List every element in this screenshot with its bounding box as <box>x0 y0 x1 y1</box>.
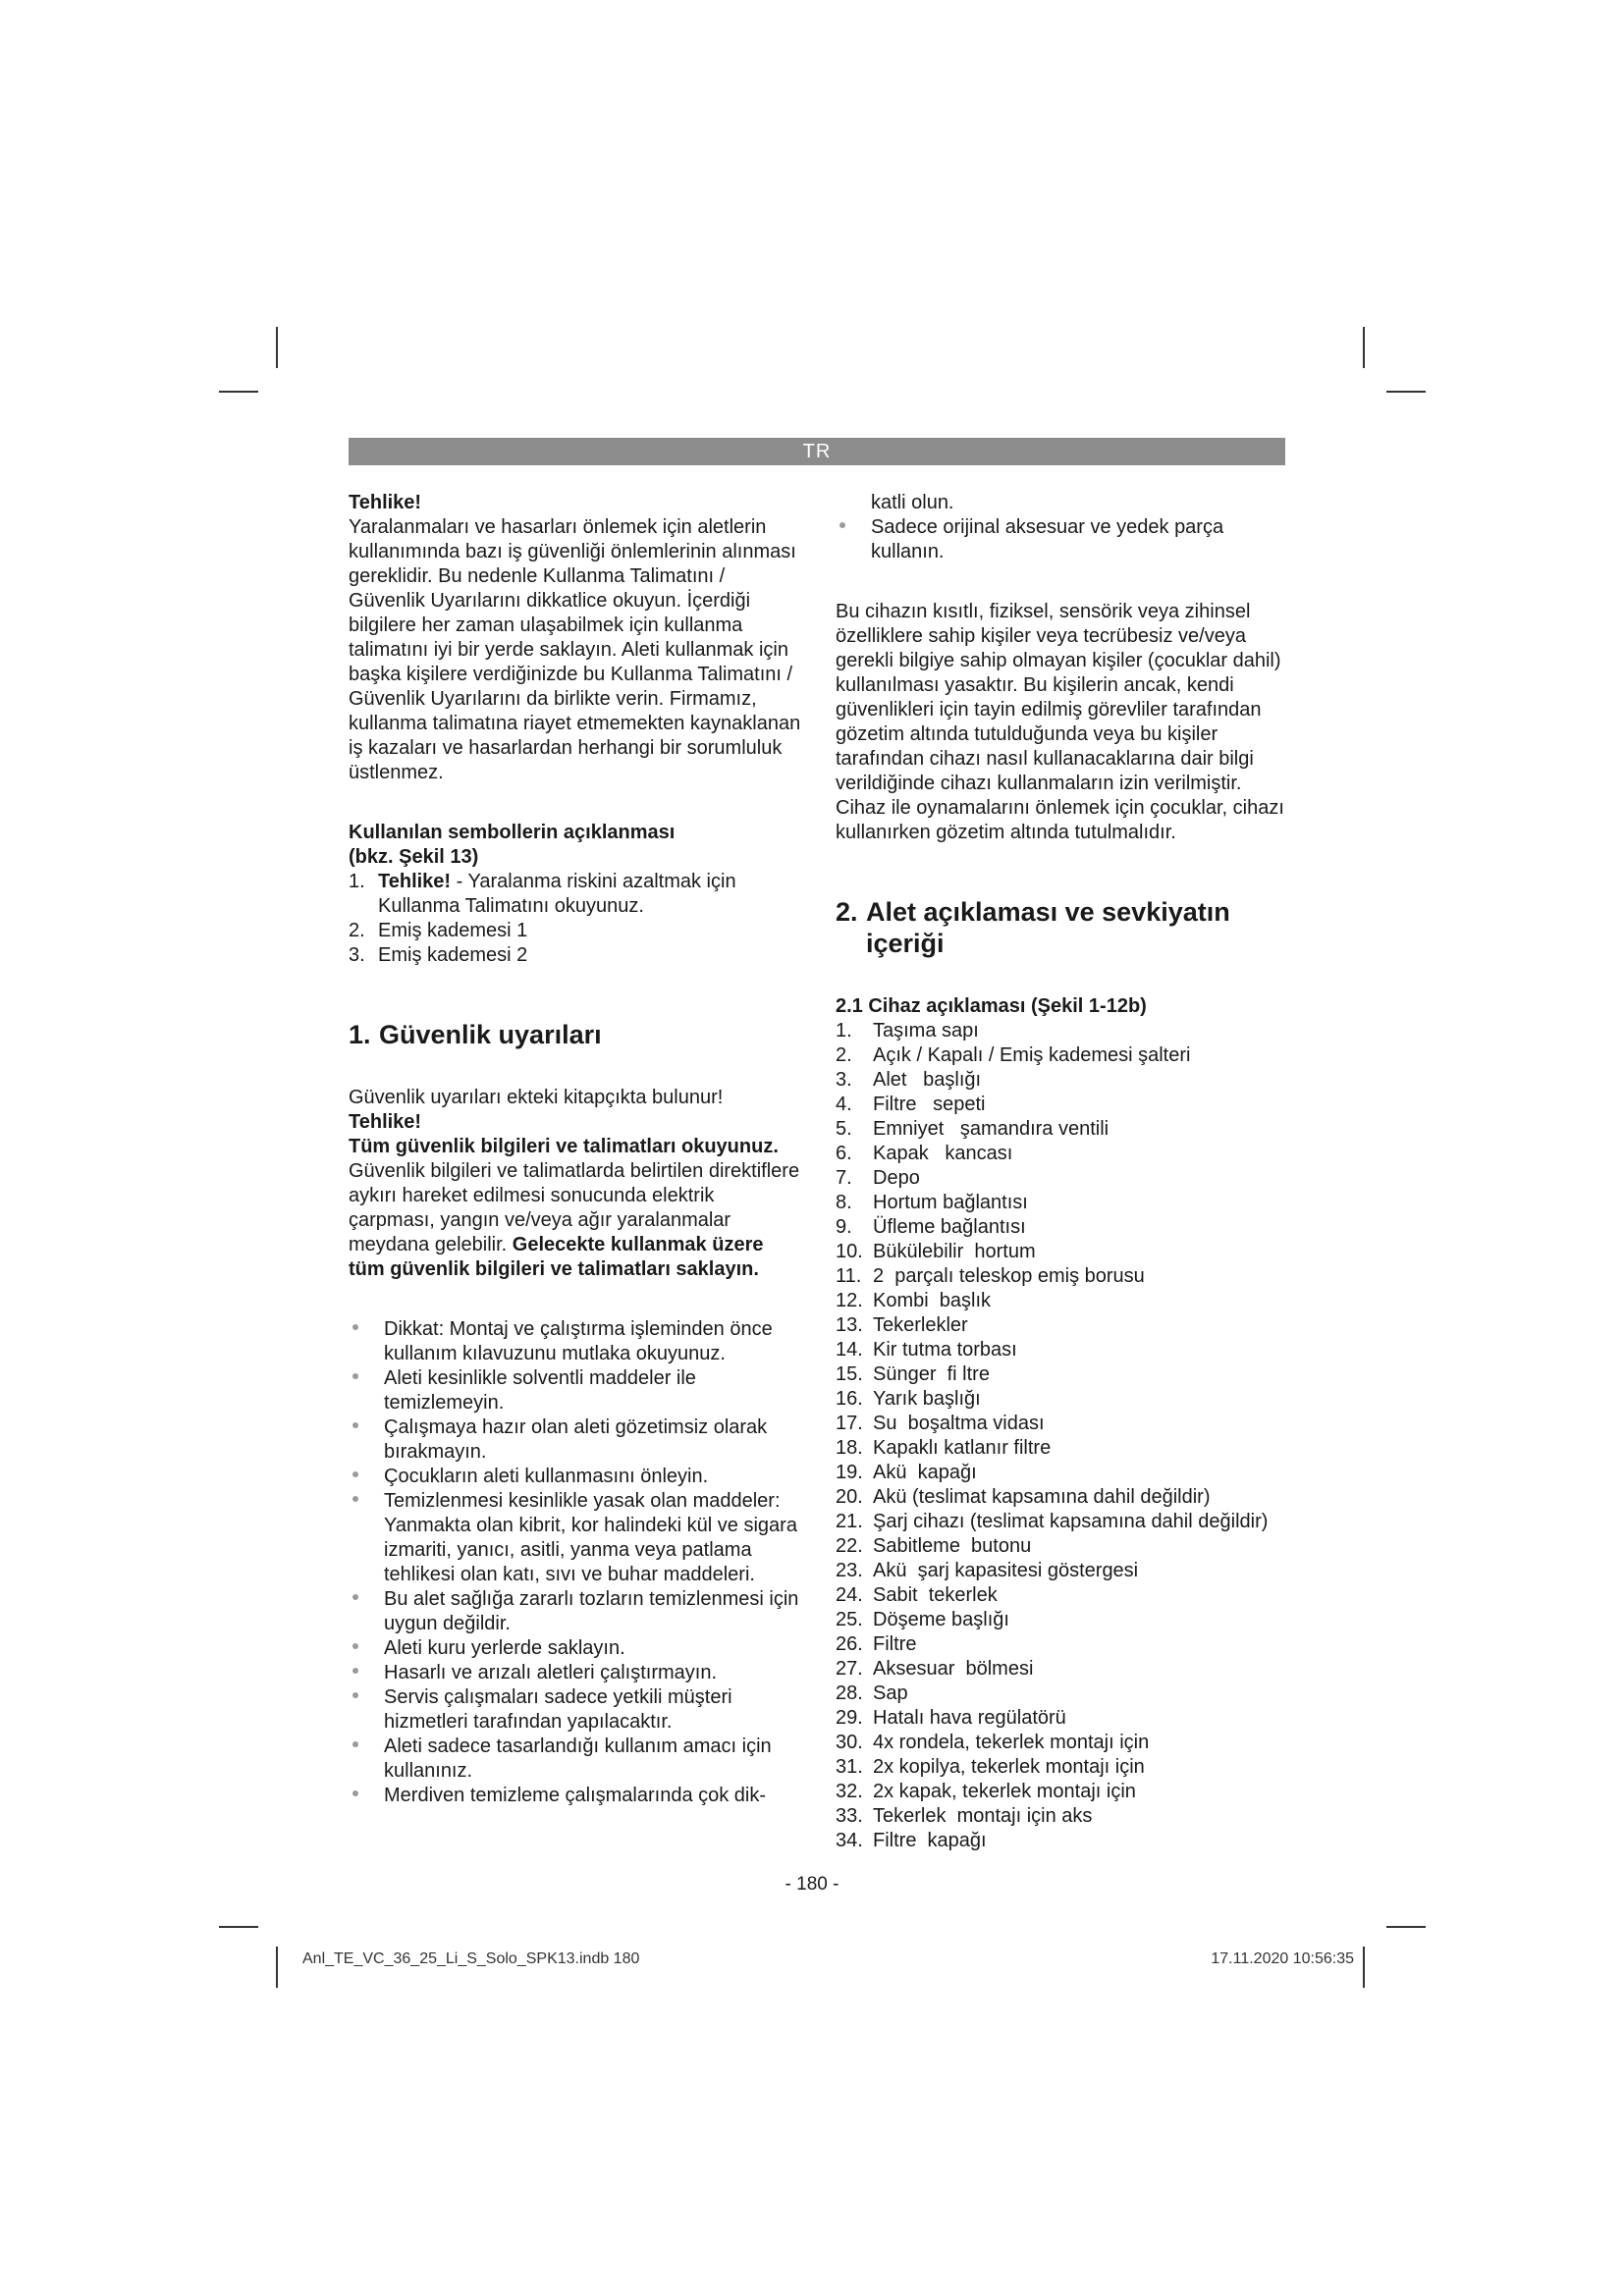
list-item: 21. Şarj cihazı (teslimat kapsamına dahil değildir) <box>836 1511 1269 1532</box>
list-item: 2. Emiş kademesi 1 <box>349 920 528 941</box>
list-item: 22. Sabitleme butonu <box>836 1535 1032 1557</box>
list-item: 23. Akü şarj kapasitesi göstergesi <box>836 1560 1139 1581</box>
list-item: Aleti sadece tasarlandığı kullanım amacı için kullanınız. <box>349 1735 802 1784</box>
list-item: 7. Depo <box>836 1167 920 1189</box>
list-item: Servis çalışmaları sadece yetkili müşteri hizmetleri tarafından yapılacaktır. <box>349 1685 802 1735</box>
list-item: 12. Kombi başlık <box>836 1290 992 1311</box>
list-item: 3. Alet başlığı <box>836 1069 982 1091</box>
list-item: 26. Filtre <box>836 1633 917 1655</box>
symbols-list <box>349 870 802 968</box>
list-item: 2. Açık / Kapalı / Emiş kademesi şalteri <box>836 1044 1191 1066</box>
subsection-heading: 2.1 Cihaz açıklaması (Şekil 1-12b) <box>836 995 1147 1017</box>
list-item: Bu alet sağlığa zararlı tozların temizlenmesi için uygun değildir. <box>349 1587 802 1636</box>
list-item: Temizlenmesi kesinlikle yasak olan maddeler: Yanmakta olan kibrit, kor halindeki kül ve sigara izmariti, yanıcı, asitli, yanma veya patlama tehlikesi olan katı, sıvı ve buhar maddeleri. <box>349 1489 802 1587</box>
list-item: 30. 4x rondela, tekerlek montajı için <box>836 1732 1150 1753</box>
list-item: 31. 2x kopilya, tekerlek montajı için <box>836 1756 1145 1778</box>
crop-mark <box>1363 1947 1365 1988</box>
list-item: 16. Yarık başlığı <box>836 1388 981 1410</box>
safety-paragraph: Tüm güvenlik bilgileri ve talimatları okuyunuz. Güvenlik bilgileri ve talimatlarda belirtilen direktiflere aykırı hareket edilmesi sonucunda elektrik çarpması, yangın ve/veya ağır yaralanmalar meydana gelebilir. Gelecekte kullanmak üzere tüm güvenlik bilgileri ve talimatları saklayın. <box>349 1136 800 1280</box>
safety-danger: Tehlike! <box>349 1111 422 1133</box>
list-item: 1. Tehlike! - Yaralanma riskini azaltmak için Kullanma Talimatını okuyunuz. <box>349 871 736 917</box>
list-item: Çalışmaya hazır olan aleti gözetimsiz olarak bırakmayın. <box>349 1415 802 1465</box>
list-item: 4. Filtre sepeti <box>836 1094 986 1115</box>
list-item: 20. Akü (teslimat kapsamına dahil değildir) <box>836 1486 1211 1508</box>
list-item: 9. Üfleme bağlantısı <box>836 1216 1026 1238</box>
list-item: 34. Filtre kapağı <box>836 1830 987 1851</box>
page-number: - 180 - <box>785 1874 839 1895</box>
list-item: 14. Kir tutma torbası <box>836 1339 1017 1361</box>
list-item: 1. Taşıma sapı <box>836 1020 979 1041</box>
safety-intro: Güvenlik uyarıları ekteki kitapçıkta bulunur! <box>349 1087 724 1108</box>
list-item: 8. Hortum bağlantısı <box>836 1192 1028 1213</box>
list-item: Aleti kesinlikle solventli maddeler ile temizlemeyin. <box>349 1366 802 1415</box>
list-item: 11. 2 parçalı teleskop emiş borusu <box>836 1265 1145 1287</box>
symbols-heading-ref: (bkz. Şekil 13) <box>349 846 479 868</box>
crop-mark <box>1386 1926 1426 1928</box>
parts-list <box>836 1019 1297 1853</box>
footer-timestamp: 17.11.2020 10:56:35 <box>1211 1950 1354 1967</box>
crop-mark <box>219 1926 258 1928</box>
list-item: 18. Kapaklı katlanır filtre <box>836 1437 1052 1459</box>
left-column <box>349 491 802 1808</box>
language-bar: TR <box>349 438 1285 465</box>
safety-bullet-list-continued <box>836 515 1297 564</box>
restriction-paragraph: Bu cihazın kısıtlı, fiziksel, sensörik veya zihinsel özelliklere sahip kişiler veya tecrübesiz ve/veya gerekli bilgiye sahip olmayan kişiler (çocuklar dahil) kullanılması yasaktır. Bu kişilerin ancak, kendi güvenlikleri için tayin edilmiş görevliler tarafından gözetim altında tutulduğunda veya bu kişiler tarafından cihazı nasıl kullanacaklarına dair bilgi verildiğinde cihazı kullanmaların izin verilmiştir. Cihaz ile oynamalarını önlemek için çocuklar, cihazı kullanırken gözetim altında tutulmalıdır. <box>836 601 1284 843</box>
list-item: 29. Hatalı hava regülatörü <box>836 1707 1066 1729</box>
list-item: 27. Aksesuar bölmesi <box>836 1658 1034 1680</box>
section-heading-description: 2. Alet açıklaması ve sevkiyatın içeriği <box>836 897 1230 958</box>
bullet-continuation: katli olun. <box>871 492 954 513</box>
list-item: 15. Sünger fi ltre <box>836 1363 990 1385</box>
safety-bullet-list <box>349 1317 802 1808</box>
danger-title: Tehlike! <box>349 492 422 513</box>
crop-mark <box>276 1947 278 1988</box>
right-column <box>836 491 1297 1853</box>
danger-paragraph: Yaralanmaları ve hasarları önlemek için aletlerin kullanımında bazı iş güvenliği önlemlerinin alınması gereklidir. Bu nedenle Kullanma Talimatını / Güvenlik Uyarılarını dikkatlice okuyun. İçerdiği bilgilere her zaman ulaşabilmek için kullanma talimatını iyi bir yerde saklayın. Aleti kullanmak için başka kişilere verdiğinizde bu Kullanma Talimatını / Güvenlik Uyarılarını da birlikte verin. Firmamız, kullanma talimatına riayet etmemekten kaynaklanan iş kazaları ve hasarlardan herhangi bir sorumluluk üstlenmez. <box>349 516 801 783</box>
list-item: Aleti kuru yerlerde saklayın. <box>349 1636 802 1661</box>
footer-file: Anl_TE_VC_36_25_Li_S_Solo_SPK13.indb 180 <box>302 1950 640 1967</box>
crop-mark <box>276 327 278 368</box>
list-item: 3. Emiş kademesi 2 <box>349 944 528 966</box>
list-item: 32. 2x kapak, tekerlek montajı için <box>836 1781 1136 1802</box>
list-item: Merdiven temizleme çalışmalarında çok dik- <box>349 1784 802 1808</box>
list-item: Dikkat: Montaj ve çalıştırma işleminden önce kullanım kılavuzunu mutlaka okuyunuz. <box>349 1317 802 1366</box>
crop-mark <box>1363 327 1365 368</box>
list-item: 33. Tekerlek montajı için aks <box>836 1805 1093 1827</box>
list-item: 25. Döşeme başlığı <box>836 1609 1009 1630</box>
list-item: 19. Akü kapağı <box>836 1462 977 1483</box>
symbols-heading: Kullanılan sembollerin açıklanması <box>349 822 676 843</box>
crop-mark <box>219 391 258 393</box>
list-item: 13. Tekerlekler <box>836 1314 968 1336</box>
section-heading-safety: 1. Güvenlik uyarıları <box>349 1020 602 1049</box>
list-item: Çocukların aleti kullanmasını önleyin. <box>349 1465 802 1489</box>
list-item: 5. Emniyet şamandıra ventili <box>836 1118 1110 1140</box>
list-item: Sadece orijinal aksesuar ve yedek parça kullanın. <box>836 515 1297 564</box>
list-item: 28. Sap <box>836 1682 908 1704</box>
list-item: 6. Kapak kancası <box>836 1143 1013 1164</box>
list-item: 10. Bükülebilir hortum <box>836 1241 1036 1262</box>
list-item: Hasarlı ve arızalı aletleri çalıştırmayın. <box>349 1661 802 1685</box>
list-item: 24. Sabit tekerlek <box>836 1584 998 1606</box>
crop-mark <box>1386 391 1426 393</box>
list-item: 17. Su boşaltma vidası <box>836 1413 1045 1434</box>
